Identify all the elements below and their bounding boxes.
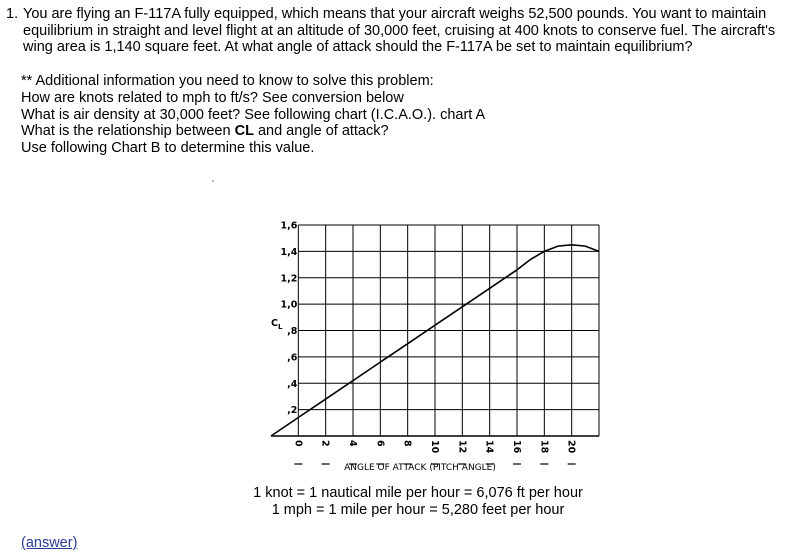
x-tick [320, 440, 331, 447]
mph-conversion: 1 mph = 1 mile per hour = 5,280 feet per hour [271, 502, 565, 518]
y-axis-label [271, 318, 283, 331]
x-tick-label: 0 [292, 440, 304, 447]
y-tick-label: 1,2 [280, 273, 298, 285]
question [6, 6, 796, 56]
chart-b-instruction: Use following Chart B to determine this value. [21, 140, 315, 157]
chart-b [262, 214, 622, 476]
x-tick-label: 2 [319, 440, 331, 447]
question-number: 1. [6, 6, 19, 22]
x-tick [566, 440, 577, 454]
cl-bold-label: CL [234, 123, 254, 140]
question-text: You are flying an F-117A fully equipped, which means that your aircraft weighs 52,500 pounds. You want to maintain equilibrium in straight and level flight at an altitude of 30,000 feet, cruising at 400 knots to conserve fuel. The aircraft's wing area is 1,140 square feet. At what angle of attack should the F-117A be set to maintain equilibrium? [23, 6, 776, 55]
additional-info-heading: ** Additional information you need to know to solve this problem: [21, 73, 434, 89]
x-tick-label: 10 [429, 440, 440, 454]
x-tick-label: 8 [401, 440, 413, 447]
cl-question-suffix: and angle of attack? [253, 123, 389, 140]
x-tick [402, 440, 413, 447]
y-tick-label: 1,6 [280, 220, 298, 232]
y-tick-label: ,6 [287, 352, 298, 364]
x-tick [484, 440, 495, 454]
x-tick-label: 6 [374, 440, 386, 447]
x-tick-label: 16 [511, 440, 522, 454]
chart-grid [271, 225, 599, 436]
x-tick-label: 14 [483, 440, 495, 454]
x-tick-label: 18 [538, 440, 550, 454]
answer-link[interactable]: (answer) [21, 535, 78, 551]
x-tick [347, 440, 358, 447]
knots-question: How are knots related to mph to ft/s? See conversion below [21, 89, 404, 106]
x-tick [456, 440, 467, 453]
x-tick [538, 440, 549, 454]
y-tick-label: ,8 [287, 326, 298, 337]
air-density-question: What is air density at 30,000 feet? See following chart (I.C.A.O.). chart A [21, 106, 486, 123]
y-tick-label: ,4 [287, 378, 298, 390]
x-tick [511, 440, 522, 454]
x-tick-label: 4 [347, 440, 358, 447]
y-tick-label: 1,4 [280, 246, 298, 258]
knot-conversion: 1 knot = 1 nautical mile per hour = 6,076 ft per hour [253, 485, 583, 501]
x-axis-title: ANGLE OF ATTACK (PITCH ANGLE) [344, 463, 496, 473]
cl-question-prefix: What is the relationship between [21, 123, 235, 140]
x-tick [429, 440, 440, 454]
x-tick [292, 440, 303, 447]
y-axis-label-c: C [271, 318, 278, 329]
x-tick [374, 440, 385, 447]
additional-info [21, 73, 781, 157]
x-axis-ticks [292, 440, 576, 464]
y-tick-label: ,2 [287, 405, 298, 417]
y-axis-ticks [277, 220, 298, 417]
x-tick-label: 20 [565, 440, 577, 454]
y-axis-label-l: L [277, 323, 283, 331]
cl-relationship-question [21, 123, 781, 140]
x-tick-label: 12 [456, 440, 468, 454]
y-tick-label: 1,0 [280, 299, 298, 311]
stray-dot [212, 180, 214, 182]
